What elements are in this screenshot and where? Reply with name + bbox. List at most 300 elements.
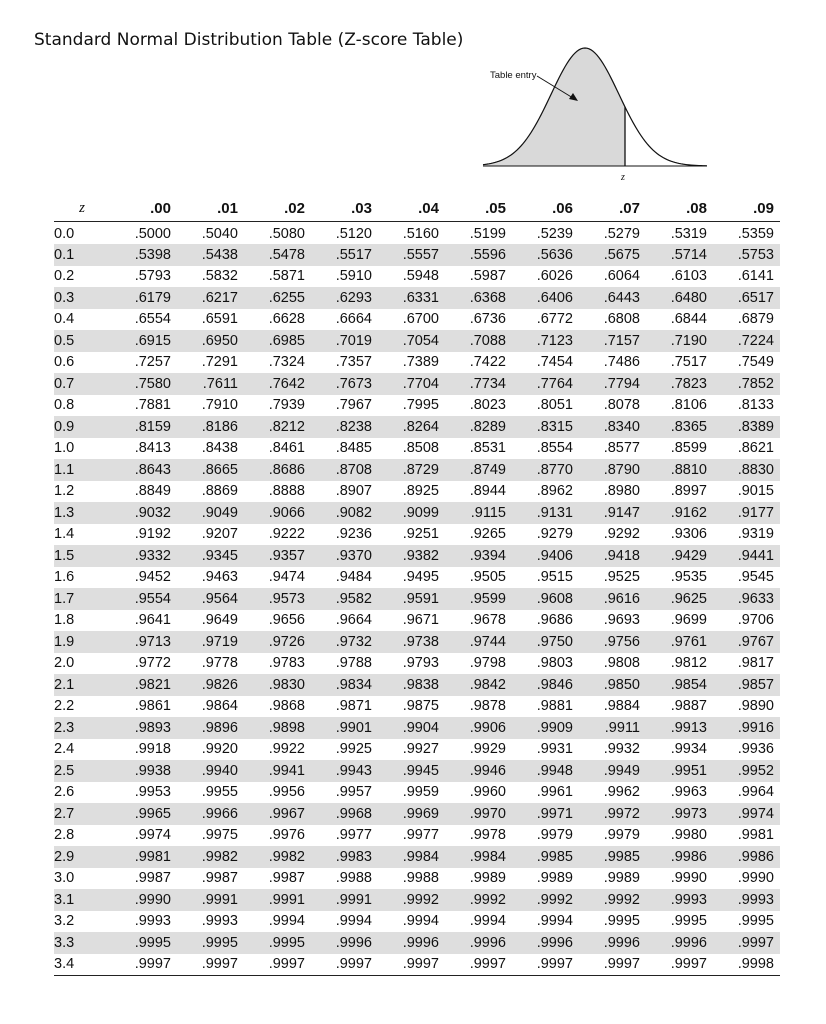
- probability-cell: .9591: [378, 588, 445, 610]
- probability-cell: .9842: [445, 674, 512, 696]
- probability-cell: .9896: [177, 717, 244, 739]
- normal-curve-svg: [475, 28, 715, 188]
- probability-cell: .6255: [244, 287, 311, 309]
- probability-cell: .9345: [177, 545, 244, 567]
- probability-cell: .9962: [603, 784, 640, 801]
- probability-cell: .9997: [378, 954, 445, 976]
- probability-cell: .5478: [244, 244, 311, 266]
- probability-cell: .9875: [402, 698, 439, 715]
- probability-cell: .9608: [512, 588, 579, 610]
- table-row: [54, 309, 780, 331]
- probability-cell: .9961: [536, 784, 573, 801]
- probability-cell: .9115: [445, 502, 512, 524]
- probability-cell: .9868: [268, 698, 305, 715]
- probability-cell: .9997: [713, 932, 780, 954]
- probability-cell: .8962: [536, 483, 573, 500]
- probability-cell: .9955: [201, 784, 238, 801]
- z-value-cell: 3.2: [54, 913, 75, 930]
- probability-cell: .7881: [134, 397, 171, 414]
- probability-cell: .9382: [378, 545, 445, 567]
- z-value-cell: 0.9: [54, 416, 110, 438]
- probability-cell: .9946: [445, 760, 512, 782]
- z-value-cell: 2.9: [54, 846, 110, 868]
- probability-cell: .8023: [469, 397, 506, 414]
- probability-cell: .9332: [110, 545, 177, 567]
- table-row: [54, 889, 780, 911]
- probability-cell: .9994: [469, 913, 506, 930]
- probability-cell: .9147: [579, 502, 646, 524]
- probability-cell: .7291: [201, 354, 238, 371]
- probability-cell: .8508: [402, 440, 439, 457]
- probability-cell: .8980: [603, 483, 640, 500]
- probability-cell: .5832: [201, 268, 238, 285]
- probability-cell: .9909: [512, 717, 579, 739]
- probability-cell: .9993: [201, 913, 238, 930]
- probability-cell: .9370: [311, 545, 378, 567]
- probability-cell: .9582: [311, 588, 378, 610]
- probability-cell: .8643: [110, 459, 177, 481]
- probability-cell: .6879: [737, 311, 774, 328]
- column-header: .08: [646, 195, 713, 222]
- probability-cell: .8365: [646, 416, 713, 438]
- probability-cell: .6064: [603, 268, 640, 285]
- probability-cell: .9993: [713, 889, 780, 911]
- probability-cell: .9995: [603, 913, 640, 930]
- probability-cell: .9693: [603, 612, 640, 629]
- table-row: [54, 760, 780, 782]
- probability-cell: .9997: [110, 954, 177, 976]
- probability-cell: .9994: [335, 913, 372, 930]
- probability-cell: .9981: [110, 846, 177, 868]
- probability-cell: .9997: [244, 954, 311, 976]
- probability-cell: .6736: [469, 311, 506, 328]
- probability-cell: .9032: [110, 502, 177, 524]
- probability-cell: .9564: [177, 588, 244, 610]
- probability-cell: .9357: [244, 545, 311, 567]
- probability-cell: .6950: [177, 330, 244, 352]
- probability-cell: .9981: [737, 827, 774, 844]
- z-value-cell: 1.4: [54, 526, 75, 543]
- probability-cell: .7734: [445, 373, 512, 395]
- z-value-cell: 2.5: [54, 760, 110, 782]
- probability-cell: .9977: [335, 827, 372, 844]
- probability-cell: .9995: [177, 932, 244, 954]
- probability-cell: .9821: [110, 674, 177, 696]
- probability-cell: .9744: [445, 631, 512, 653]
- probability-cell: .7823: [646, 373, 713, 395]
- probability-cell: .9975: [201, 827, 238, 844]
- probability-cell: .9989: [536, 870, 573, 887]
- probability-cell: .8531: [469, 440, 506, 457]
- probability-cell: .8749: [445, 459, 512, 481]
- probability-cell: .9864: [201, 698, 238, 715]
- probability-cell: .9943: [311, 760, 378, 782]
- z-value-cell: 1.0: [54, 440, 75, 457]
- probability-cell: .9992: [445, 889, 512, 911]
- table-row: [54, 631, 780, 653]
- probability-cell: .9236: [335, 526, 372, 543]
- probability-cell: .9996: [311, 932, 378, 954]
- probability-cell: .9732: [311, 631, 378, 653]
- table-row: [54, 696, 780, 718]
- probability-cell: .9996: [378, 932, 445, 954]
- probability-cell: .5793: [134, 268, 171, 285]
- probability-cell: .9778: [201, 655, 238, 672]
- probability-cell: .9699: [670, 612, 707, 629]
- probability-cell: .9131: [512, 502, 579, 524]
- probability-cell: .9292: [603, 526, 640, 543]
- probability-cell: .8106: [670, 397, 707, 414]
- column-header: .06: [512, 195, 579, 222]
- table-row: [54, 395, 780, 417]
- z-table-container: [54, 195, 780, 976]
- probability-cell: .7673: [311, 373, 378, 395]
- probability-cell: .6406: [512, 287, 579, 309]
- probability-cell: .9830: [244, 674, 311, 696]
- probability-cell: .7852: [713, 373, 780, 395]
- probability-cell: .9319: [737, 526, 774, 543]
- probability-cell: .7054: [378, 330, 445, 352]
- z-value-cell: 0.6: [54, 354, 75, 371]
- probability-cell: .5398: [110, 244, 177, 266]
- probability-cell: .9306: [670, 526, 707, 543]
- probability-cell: .9990: [737, 870, 774, 887]
- table-row: [54, 330, 780, 352]
- probability-cell: .9997: [646, 954, 713, 976]
- probability-cell: .8051: [536, 397, 573, 414]
- probability-cell: .5596: [445, 244, 512, 266]
- probability-cell: .9474: [268, 569, 305, 586]
- probability-cell: .9625: [646, 588, 713, 610]
- probability-cell: .9978: [469, 827, 506, 844]
- probability-cell: .9987: [268, 870, 305, 887]
- probability-cell: .9265: [469, 526, 506, 543]
- probability-cell: .9878: [469, 698, 506, 715]
- probability-cell: .9913: [646, 717, 713, 739]
- probability-cell: .9941: [244, 760, 311, 782]
- probability-cell: .9525: [603, 569, 640, 586]
- probability-cell: .9798: [469, 655, 506, 672]
- probability-cell: .9932: [603, 741, 640, 758]
- probability-cell: .6217: [177, 287, 244, 309]
- probability-cell: .9394: [445, 545, 512, 567]
- probability-cell: .7967: [335, 397, 372, 414]
- probability-cell: .9992: [378, 889, 445, 911]
- probability-cell: .9192: [134, 526, 171, 543]
- probability-cell: .8133: [737, 397, 774, 414]
- probability-cell: .9686: [536, 612, 573, 629]
- probability-cell: .9929: [469, 741, 506, 758]
- probability-cell: .9713: [110, 631, 177, 653]
- probability-cell: .8389: [713, 416, 780, 438]
- probability-cell: .9881: [536, 698, 573, 715]
- table-row: [54, 653, 780, 675]
- probability-cell: .9495: [402, 569, 439, 586]
- probability-cell: .5753: [713, 244, 780, 266]
- z-value-cell: 0.0: [54, 226, 75, 242]
- page-title: Standard Normal Distribution Table (Z-score Table): [34, 30, 464, 50]
- z-value-cell: 0.7: [54, 373, 110, 395]
- probability-cell: .9997: [177, 954, 244, 976]
- probability-cell: .9925: [335, 741, 372, 758]
- probability-cell: .9251: [402, 526, 439, 543]
- probability-cell: .9599: [445, 588, 512, 610]
- probability-cell: .6554: [134, 311, 171, 328]
- probability-cell: .9951: [646, 760, 713, 782]
- probability-cell: .9992: [512, 889, 579, 911]
- column-header: .01: [177, 195, 244, 222]
- z-value-cell: 2.0: [54, 655, 75, 672]
- column-header: .00: [110, 195, 177, 222]
- table-row: [54, 739, 780, 761]
- table-entry-label: Table entry: [490, 70, 537, 81]
- probability-cell: .9706: [737, 612, 774, 629]
- probability-cell: .6517: [713, 287, 780, 309]
- probability-cell: .9936: [737, 741, 774, 758]
- probability-cell: .9429: [646, 545, 713, 567]
- probability-cell: .6915: [110, 330, 177, 352]
- probability-cell: .9995: [737, 913, 774, 930]
- table-row: [54, 803, 780, 825]
- probability-cell: .8238: [311, 416, 378, 438]
- probability-cell: .7611: [177, 373, 244, 395]
- table-body: [54, 222, 780, 976]
- probability-cell: .9082: [311, 502, 378, 524]
- probability-cell: .9808: [603, 655, 640, 672]
- probability-cell: .8849: [134, 483, 171, 500]
- normal-curve-figure: [475, 28, 715, 188]
- probability-cell: .9998: [713, 954, 780, 976]
- probability-cell: .9854: [646, 674, 713, 696]
- table-row: [54, 545, 780, 567]
- table-row: [54, 481, 780, 503]
- probability-cell: .9986: [646, 846, 713, 868]
- probability-cell: .9857: [713, 674, 780, 696]
- probability-cell: .5080: [268, 226, 305, 242]
- probability-cell: .9573: [244, 588, 311, 610]
- probability-cell: .9982: [177, 846, 244, 868]
- probability-cell: .9959: [402, 784, 439, 801]
- probability-cell: .5675: [579, 244, 646, 266]
- probability-cell: .9956: [268, 784, 305, 801]
- table-row: [54, 588, 780, 610]
- probability-cell: .7357: [335, 354, 372, 371]
- probability-cell: .9969: [378, 803, 445, 825]
- probability-cell: .8810: [646, 459, 713, 481]
- probability-cell: .9989: [469, 870, 506, 887]
- probability-cell: .9846: [512, 674, 579, 696]
- probability-cell: .9441: [713, 545, 780, 567]
- probability-cell: .9963: [670, 784, 707, 801]
- probability-cell: .9991: [244, 889, 311, 911]
- probability-cell: .8686: [244, 459, 311, 481]
- probability-cell: .7088: [445, 330, 512, 352]
- probability-cell: .9452: [134, 569, 171, 586]
- probability-cell: .9750: [512, 631, 579, 653]
- table-row: [54, 674, 780, 696]
- probability-cell: .9788: [335, 655, 372, 672]
- z-value-cell: 2.3: [54, 717, 110, 739]
- probability-cell: .9976: [268, 827, 305, 844]
- probability-cell: .7019: [311, 330, 378, 352]
- probability-cell: .9649: [201, 612, 238, 629]
- z-value-cell: 3.4: [54, 954, 110, 976]
- probability-cell: .9545: [737, 569, 774, 586]
- probability-cell: .9949: [579, 760, 646, 782]
- probability-cell: .6179: [110, 287, 177, 309]
- probability-cell: .9463: [201, 569, 238, 586]
- probability-cell: .5000: [134, 226, 171, 242]
- probability-cell: .9738: [378, 631, 445, 653]
- z-value-cell: 3.0: [54, 870, 75, 887]
- probability-cell: .8159: [110, 416, 177, 438]
- table-row: [54, 222, 780, 245]
- probability-cell: .8770: [512, 459, 579, 481]
- probability-cell: .9726: [244, 631, 311, 653]
- probability-cell: .8729: [378, 459, 445, 481]
- table-row: [54, 846, 780, 868]
- probability-cell: .8925: [402, 483, 439, 500]
- probability-cell: .9767: [713, 631, 780, 653]
- probability-cell: .9066: [244, 502, 311, 524]
- probability-cell: .8315: [512, 416, 579, 438]
- probability-cell: .9931: [536, 741, 573, 758]
- probability-cell: .8869: [201, 483, 238, 500]
- table-row: [54, 567, 780, 589]
- probability-cell: .5199: [469, 226, 506, 242]
- probability-cell: .8554: [536, 440, 573, 457]
- z-value-cell: 0.4: [54, 311, 75, 328]
- probability-cell: .9966: [177, 803, 244, 825]
- probability-cell: .6331: [378, 287, 445, 309]
- probability-cell: .5910: [335, 268, 372, 285]
- z-value-cell: 1.8: [54, 612, 75, 629]
- probability-cell: .6844: [670, 311, 707, 328]
- probability-cell: .8830: [713, 459, 780, 481]
- probability-cell: .9641: [134, 612, 171, 629]
- probability-cell: .9898: [244, 717, 311, 739]
- probability-cell: .9990: [670, 870, 707, 887]
- probability-cell: .9972: [579, 803, 646, 825]
- probability-cell: .8413: [134, 440, 171, 457]
- probability-cell: .9960: [469, 784, 506, 801]
- table-row: [54, 416, 780, 438]
- z-value-cell: 2.7: [54, 803, 110, 825]
- probability-cell: .6293: [311, 287, 378, 309]
- table-row: [54, 717, 780, 739]
- probability-cell: .9719: [177, 631, 244, 653]
- column-header: .02: [244, 195, 311, 222]
- z-column-header: z: [54, 195, 110, 222]
- column-header: .07: [579, 195, 646, 222]
- probability-cell: .9916: [713, 717, 780, 739]
- table-row: [54, 502, 780, 524]
- table-row: [54, 868, 780, 890]
- table-row: [54, 459, 780, 481]
- probability-cell: .7422: [469, 354, 506, 371]
- probability-cell: .7389: [402, 354, 439, 371]
- probability-cell: .8665: [177, 459, 244, 481]
- probability-cell: .8599: [670, 440, 707, 457]
- probability-cell: .9940: [177, 760, 244, 782]
- table-row: [54, 373, 780, 395]
- probability-cell: .9974: [134, 827, 171, 844]
- table-header-row: [54, 195, 780, 222]
- probability-cell: .6700: [402, 311, 439, 328]
- z-score-table: [54, 195, 780, 976]
- probability-cell: .9099: [378, 502, 445, 524]
- probability-cell: .9995: [110, 932, 177, 954]
- probability-cell: .9554: [110, 588, 177, 610]
- probability-cell: .9970: [445, 803, 512, 825]
- probability-cell: .7995: [402, 397, 439, 414]
- probability-cell: .7486: [603, 354, 640, 371]
- probability-cell: .9678: [469, 612, 506, 629]
- probability-cell: .8621: [737, 440, 774, 457]
- probability-cell: .9893: [110, 717, 177, 739]
- probability-cell: .9671: [402, 612, 439, 629]
- probability-cell: .9997: [311, 954, 378, 976]
- probability-cell: .9793: [402, 655, 439, 672]
- probability-cell: .8186: [177, 416, 244, 438]
- z-value-cell: 1.5: [54, 545, 110, 567]
- probability-cell: .9990: [110, 889, 177, 911]
- probability-cell: .5636: [512, 244, 579, 266]
- probability-cell: .9995: [244, 932, 311, 954]
- probability-cell: .7910: [201, 397, 238, 414]
- probability-cell: .9838: [378, 674, 445, 696]
- probability-cell: .7517: [670, 354, 707, 371]
- table-row: [54, 287, 780, 309]
- table-row: [54, 932, 780, 954]
- probability-cell: .9983: [311, 846, 378, 868]
- probability-cell: .9871: [335, 698, 372, 715]
- probability-cell: .7794: [579, 373, 646, 395]
- column-header: .09: [713, 195, 780, 222]
- probability-cell: .9656: [268, 612, 305, 629]
- probability-cell: .9993: [646, 889, 713, 911]
- probability-cell: .9920: [201, 741, 238, 758]
- probability-cell: .9177: [713, 502, 780, 524]
- probability-cell: .6480: [646, 287, 713, 309]
- probability-cell: .9406: [512, 545, 579, 567]
- probability-cell: .6628: [268, 311, 305, 328]
- probability-cell: .9812: [670, 655, 707, 672]
- table-row: [54, 524, 780, 546]
- probability-cell: .9906: [445, 717, 512, 739]
- probability-cell: .9996: [445, 932, 512, 954]
- probability-cell: .9952: [713, 760, 780, 782]
- probability-cell: .6026: [536, 268, 573, 285]
- probability-cell: .8264: [378, 416, 445, 438]
- column-header: .05: [445, 195, 512, 222]
- probability-cell: .9887: [670, 698, 707, 715]
- probability-cell: .9987: [134, 870, 171, 887]
- probability-cell: .9965: [110, 803, 177, 825]
- table-row: [54, 825, 780, 847]
- probability-cell: .9901: [311, 717, 378, 739]
- probability-cell: .9988: [335, 870, 372, 887]
- probability-cell: .6591: [201, 311, 238, 328]
- probability-cell: .9761: [646, 631, 713, 653]
- probability-cell: .9997: [512, 954, 579, 976]
- z-value-cell: 0.1: [54, 244, 110, 266]
- probability-cell: .7190: [646, 330, 713, 352]
- z-value-cell: 1.7: [54, 588, 110, 610]
- probability-cell: .6103: [670, 268, 707, 285]
- probability-cell: .8888: [268, 483, 305, 500]
- probability-cell: .7123: [512, 330, 579, 352]
